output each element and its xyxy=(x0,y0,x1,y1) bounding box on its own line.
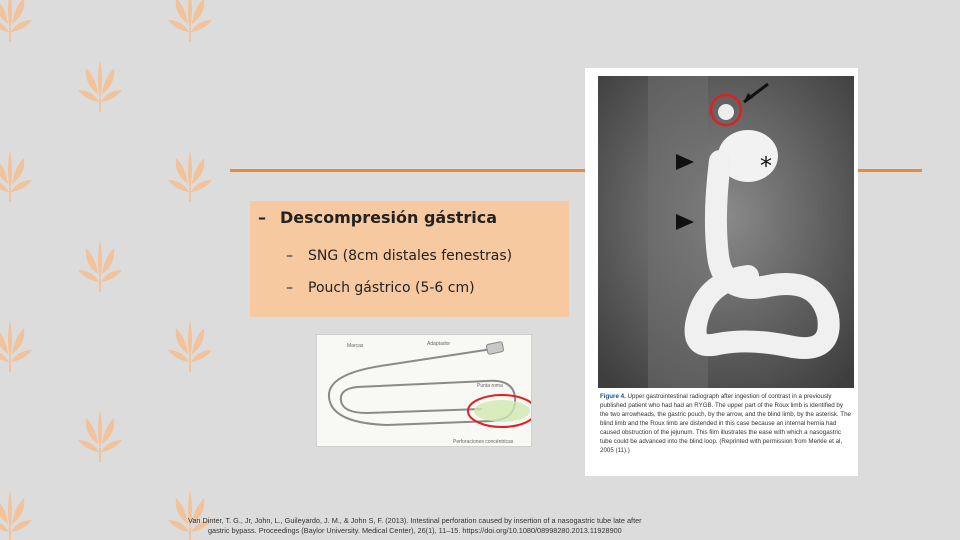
figure-caption xyxy=(600,392,852,455)
caption-text: Upper gastrointestinal radiograph after ingestion of contrast in a previously published patient who had had an RYGB. The upper part of the Roux limb is identified by the two arrowheads, the gastric pouch, by the arrow, and the blind limb, by the asterisk. The blind limb and the Roux limb are distended in this case because an internal hernia had caused obstruction of the jejunum. This film illustrates the ease with which a nasogastric tube could be advanced into the blind loop. (Reprinted with permission from Merkle et al, 2005 (11).) xyxy=(600,393,851,454)
bullet-dash: – xyxy=(286,280,293,296)
bullet-dash: – xyxy=(286,248,293,264)
gastric-pouch-shape xyxy=(718,104,734,120)
adapter-shape xyxy=(486,341,504,354)
label-tip: Punta roma xyxy=(477,383,503,389)
bullet-dash: – xyxy=(258,208,266,227)
asterisk-marker: * xyxy=(760,152,772,180)
citation-line-1: Van Dinter, T. G., Jr, John, L., Guileyardo, J. M., & John S, F. (2013). Intestinal perforation caused by insertion of a nasogastric tube late after xyxy=(188,516,642,525)
leaf-icon xyxy=(78,240,122,292)
sub-bullet-text: Pouch gástrico (5-6 cm) xyxy=(308,280,475,296)
accent-rule-right xyxy=(858,169,922,172)
leaf-icon xyxy=(168,0,212,42)
sub-bullet xyxy=(286,248,512,264)
label-adapter: Adaptador xyxy=(427,341,451,347)
label-perforations: Perforaciones concéntricas xyxy=(453,439,514,445)
tube-drawing xyxy=(317,335,531,446)
leaf-icon xyxy=(168,320,212,372)
citation-line-2: gastric bypass. Proceedings (Baylor University. Medical Center), 26(1), 11–15. https://doi.org/10.1080/08998280.2013.11928900 xyxy=(208,526,622,535)
perforation-zone xyxy=(474,400,530,422)
xray-image xyxy=(598,76,854,388)
sub-bullet-text: SNG (8cm distales fenestras) xyxy=(308,248,513,264)
bullet-heading xyxy=(258,208,497,227)
leaf-icon xyxy=(78,410,122,462)
leaf-icon xyxy=(78,60,122,112)
xray-drawing xyxy=(598,76,854,388)
sub-bullet xyxy=(286,280,475,296)
label-marcas: Marcas xyxy=(347,343,364,349)
leaf-icon xyxy=(0,150,32,202)
heading-text: Descompresión gástrica xyxy=(280,208,498,227)
leaf-icon xyxy=(0,490,32,540)
tube-diagram xyxy=(316,334,532,447)
citation xyxy=(188,516,788,536)
leaf-pattern-left xyxy=(0,0,240,540)
leaf-icon xyxy=(0,0,32,42)
leaf-icon xyxy=(0,320,32,372)
caption-label: Figure 4. xyxy=(600,393,626,400)
accent-rule-left xyxy=(230,169,588,172)
leaf-icon xyxy=(168,150,212,202)
